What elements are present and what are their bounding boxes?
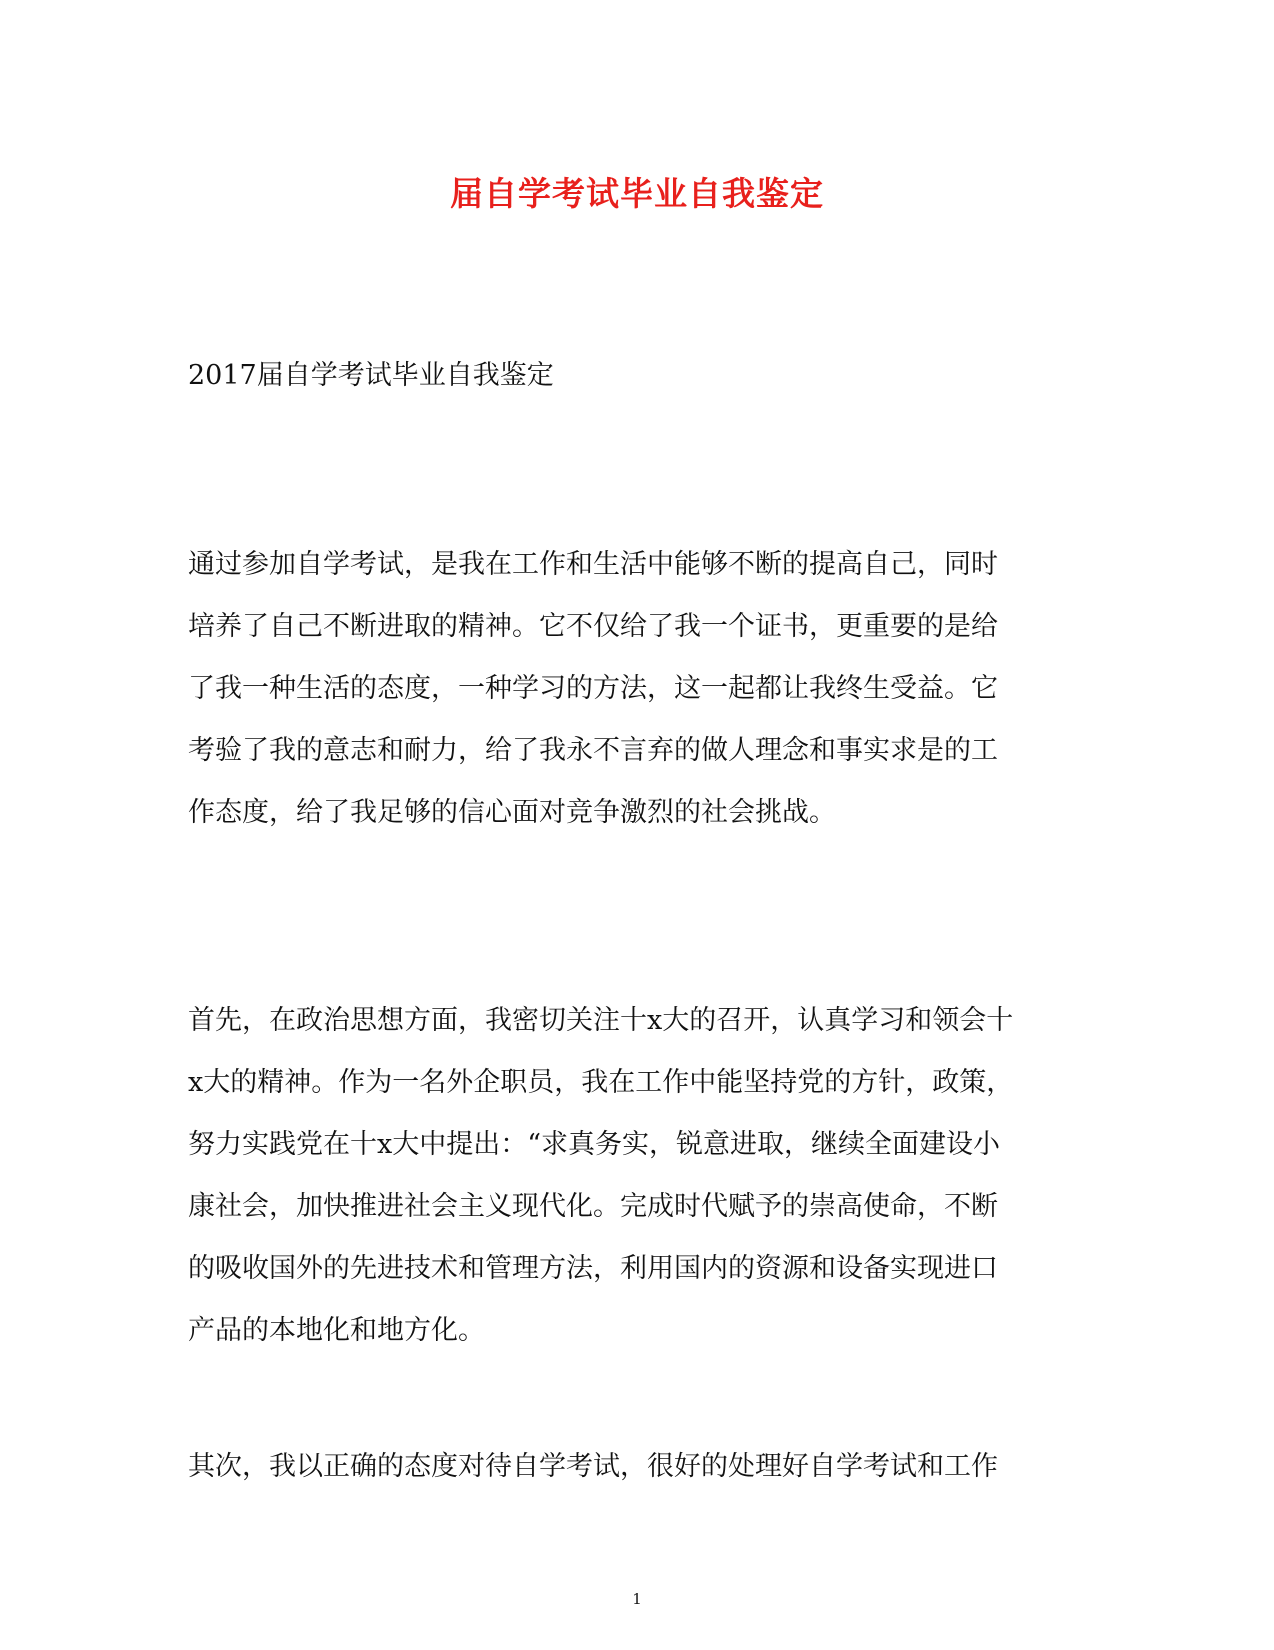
- paragraph-line: 努力实践党在十x大中提出：“求真务实，锐意进取，继续全面建设小: [188, 1129, 1001, 1160]
- paragraph-2: [188, 990, 1088, 1362]
- paragraph-1: [188, 534, 1088, 844]
- paragraph-line: 康社会，加快推进社会主义现代化。完成时代赋予的崇高使命，不断: [188, 1191, 998, 1222]
- paragraph-line: 通过参加自学考试，是我在工作和生活中能够不断的提高自己，同时: [188, 549, 998, 580]
- paragraph-line: 了我一种生活的态度，一种学习的方法，这一起都让我终生受益。它: [188, 673, 998, 704]
- paragraph-line: 产品的本地化和地方化。: [188, 1315, 485, 1346]
- paragraph-line: 其次，我以正确的态度对待自学考试，很好的处理好自学考试和工作: [188, 1451, 998, 1482]
- document-title: 届自学考试毕业自我鉴定: [450, 174, 824, 213]
- paragraph-line: 考验了我的意志和耐力，给了我永不言弃的做人理念和事实求是的工: [188, 735, 998, 766]
- paragraph-line: 作态度，给了我足够的信心面对竞争激烈的社会挑战。: [188, 797, 836, 828]
- page-number: 1: [632, 1590, 642, 1608]
- paragraph-line: x大的精神。作为一名外企职员，我在工作中能坚持党的方针，政策，: [188, 1067, 1014, 1098]
- document-subtitle: 2017届自学考试毕业自我鉴定: [188, 360, 554, 391]
- paragraph-line: 培养了自己不断进取的精神。它不仅给了我一个证书，更重要的是给: [188, 611, 998, 642]
- paragraph-line: 首先，在政治思想方面，我密切关注十x大的召开，认真学习和领会十: [188, 1005, 1014, 1036]
- paragraph-3: [188, 1436, 1088, 1498]
- paragraph-line: 的吸收国外的先进技术和管理方法，利用国内的资源和设备实现进口: [188, 1253, 998, 1284]
